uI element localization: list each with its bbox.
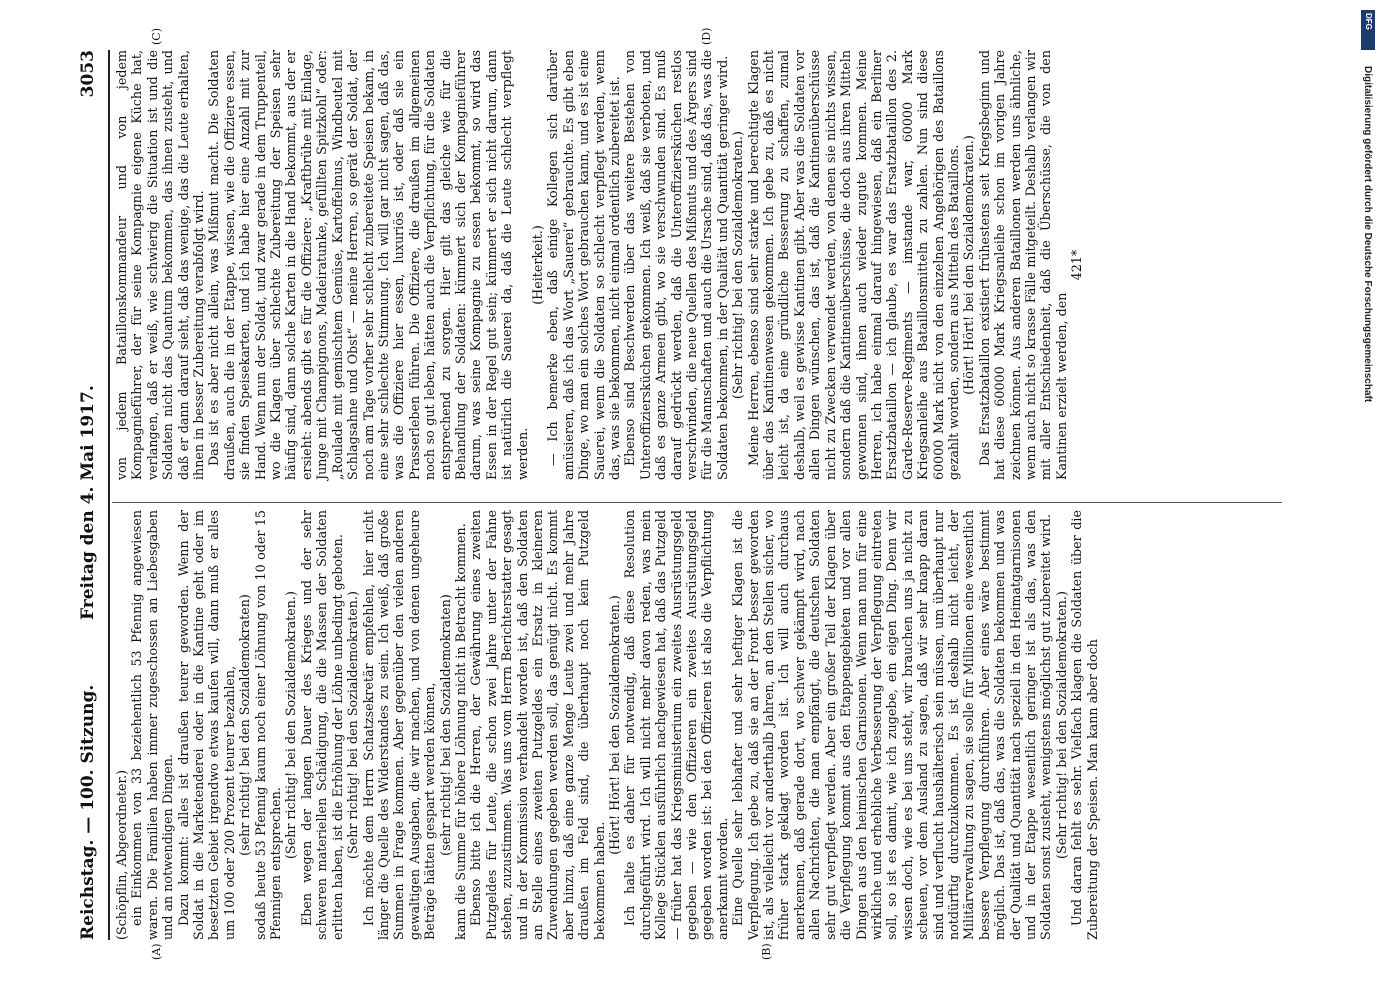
paragraph: — Ich bemerke eben, daß einige Kollegen sich darüber amüsieren, daß ich das Wort „Sauerei“ gebrauchte. Es gibt eben Dinge, wo man ein solches Wort gebrauchen kann, und es ist eine Sauerei, wenn die Soldaten so schlecht verpflegt werden, wenn das, was sie bekommen, nicht einmal ordentlich zubereitet ist. <box>545 50 622 480</box>
interjection: 421* <box>1069 249 1085 281</box>
paragraph: (Schöpflin, Abgeordneter.) <box>114 769 129 940</box>
paragraph: Ich halte es daher für notwendig, daß diese Resolution durchgeführt wird. Ich will nicht mehr davon reden, was mein Kollege Stücklen ausführlich nachgewiesen hat, daß das Putzgeld — früher hat das Kriegsministerium ein zweites Ausrüstungsgeld gegeben — wie den Offizieren ein zweites Ausrüstungsgeld gegeben worden ist: bei den Offizieren ist also die Verpflichtung anerkannt worden. <box>622 510 730 940</box>
interjection: (Sehr richtig! bei den Sozialdemokraten.) <box>345 591 361 859</box>
paragraph: ein Einkommen von 33 beziehentlich 53 Pfennig angewiesen waren. Die Familien haben immer zugeschossen an Liebesgaben und an notwendigen Dingen. <box>129 510 176 940</box>
paragraph: Eben wegen der langen Dauer des Krieges und der sehr schweren materiellen Schädigung, die die Massen der Soldaten erlitten haben, ist die Erhöhung der Löhne unbedingt geboten. <box>298 510 345 940</box>
margin-marker-a: (A) <box>150 943 163 960</box>
margin-marker-c: (C) <box>150 28 163 45</box>
column-divider <box>112 502 1282 503</box>
paragraph: Ich möchte dem Herrn Schatzsekretär empfehlen, hier nicht länger die Quelle des Widerstandes zu sein. Ich weiß, daß große Summen in Frage kommen. Aber gegenüber den vielen anderen gewaltigen Ausgaben, die wir machen, und von denen ungeheure Beträge hätten gespart werden können, <box>360 510 438 940</box>
paragraph: sodaß heute 53 Pfennig kaum noch einer Löhnung von 10 oder 15 Pfennigen entsprechen. <box>252 510 284 940</box>
paragraph: kann die Summe für höhere Löhnung nicht in Betracht kommen. <box>452 523 468 940</box>
paragraph: Dazu kommt: alles ist draußen teurer geworden. Wenn der Soldat in die Marketenderei oder in die Kantine geht oder im besetzten Gebiet irgendwo etwas kaufen will, dann muß er alles um 100 oder 200 Prozent teurer bezahlen, <box>175 510 237 940</box>
margin-marker-d: (D) <box>700 27 713 45</box>
left-text-column <box>114 510 1100 940</box>
interjection: (sehr richtig! bei den Sozialdemokraten) <box>237 594 253 856</box>
paragraph: von jedem Bataillonskommandeur und von jedem Kompagnieführer, der für seine Kompagnie eigene Küche hat, verlangen, daß er weiß, wie schwierig die Situation ist und die Soldaten nicht das Quantum bekommen, das ihnen zusteht, und daß er dann darauf sieht, daß das wenige, das die Leute erhalten, ihnen in besser Zubereitung verabfolgt wird. <box>114 50 207 480</box>
paragraph: Und daran fehlt es sehr. Vielfach klagen die Soldaten über die Zubereitung der Speisen. Man kann aber doch <box>1069 510 1100 940</box>
interjection: (sehr richtig! bei den Sozialdemokraten) <box>437 594 453 856</box>
digitization-stamp <box>1361 10 1377 1000</box>
margin-marker-b: (B) <box>760 943 773 960</box>
interjection: (Heiterkeit.) <box>529 225 545 305</box>
interjection: (Hört! Hört! bei den Sozialdemokraten.) <box>607 595 622 855</box>
paragraph: Meine Herren, ebenso sind sehr starke und berechtigte Klagen über das Kantinenwesen gekommen. Ich gebe zu, daß es nicht leicht ist, da eine gründliche Besserung zu schaffen, zumal deshalb, weil es gewisse Kantinen gibt. Aber was die Soldaten vor allen Dingen wünschen, das ist, daß die Kantinenüberschüsse nicht zu Zwecken verwendet werden, von denen sie nichts wissen, sondern daß die Kantinenüberschüsse, die doch aus ihren Mitteln gewonnen sind, ihnen auch wieder zugute kommen. Meine Herren, ich habe einmal darauf hingewiesen, daß ein Berliner Ersatzbataillon — ich glaube, es war das Ersatzbataillon des 2. Garde-Reserve-Regiments — imstande war, 60000 Mark Kriegsanleihe aus Bataillonsmitteln zu zahlen. Nun sind diese 60000 Mark nicht von den einzelnen Angehörigen des Bataillons gezahlt worden, sondern aus Mitteln des Bataillons. <box>745 50 961 480</box>
paragraph: Eine Quelle sehr lebhafter und sehr heftiger Klagen ist die Verpflegung. Ich gebe zu, daß sie an der Front besser geworden ist, als vielleicht vor anderthalb Jahren, an den Stellen sicher, wo früher stark geklagt worden ist. Ich will auch durchaus anerkennen, daß gerade dort, wo schwer gekämpft wird, nach allen Nachrichten, die man empfängt, die deutschen Soldaten sehr gut verpflegt werden. Aber ein großer Teil der Klagen über die Verpflegung kommt aus den Etappengebieten und vor allen Dingen aus den heimischen Garnisonen. Wenn man nun für eine wirkliche und erhebliche Verbesserung der Verpflegung eintreten soll, so ist es damit, wie ich zugebe, ein eigen Ding. Denn wir wissen doch, wie es bei uns steht, wir brauchen uns ja nicht zu scheuen, vor dem Ausland zu sagen, daß wir sehr knapp daran sind und verflucht haushälterisch sein müssen, um überhaupt nur notdürftig durchzukommen. Es ist deshalb nicht leicht, der Militärverwaltung zu sagen, sie solle für Millionen eine wesentlich bessere Verpflegung durchführen. Aber eines wäre bestimmt möglich. Das ist, daß das, was die Soldaten bekommen und was der Qualität und Quantität nach speziell in den Heimatgarnisonen und in der Etappe wesentlich geringer ist als das, was den Soldaten sonst zusteht, wenigstens möglichst gut zubereitet wird. <box>730 510 1054 940</box>
header-page-number: 3053 <box>78 50 98 98</box>
interjection: (Sehr richtig! bei den Sozialdemokraten.) <box>283 591 299 859</box>
paragraph: Ebenso sind Beschwerden über das weitere Bestehen von Unteroffiziersküchen gekommen. Ich weiß, daß sie verboten, und daß es ganze Armeen gibt, wo sie verschwunden sind. Es muß darauf gedrückt werden, daß die Unteroffiziersküchen restlos verschwinden, die neue Quellen des Mißmuts und des Ärgers sind für die Mannschaften und auch die Ursache sind, daß das, was die Soldaten bekommen, in der Qualität und Quantität geringer wird. <box>622 50 730 480</box>
interjection: (Hört! Hört! bei den Sozialdemokraten.) <box>961 135 977 395</box>
interjection: (Sehr richtig! bei den Sozialdemokraten.) <box>1053 591 1069 859</box>
interjection: (Sehr richtig! bei den Sozialdemokraten.) <box>730 131 746 399</box>
header-session: Reichstag. — 100. Sitzung. <box>78 684 98 940</box>
right-text-column <box>114 50 1085 480</box>
dfg-logo: DFG <box>1361 10 1375 50</box>
paragraph: Ebenso bitte ich die Herren, der Gewährung eines zweiten Putzgeldes für Leute, die schon zwei Jahre unter der Fahne stehen, zuzustimmen. Was uns vom Herrn Berichterstatter gesagt und in der Kommission verhandelt worden ist, daß den Soldaten an Stelle eines zweiten Putzgeldes ein Ersatz in kleineren Zuwendungen gegeben werden soll, das genügt nicht. Es kommt aber hinzu, daß eine ganze Menge Leute zwei und mehr Jahre draußen im Feld sind, die überhaupt noch kein Putzgeld bekommen haben. <box>468 510 607 940</box>
header-date: Freitag den 4. Mai 1917. <box>78 385 98 620</box>
digitization-credit: Digitalisierung gefördert durch die Deutsche Forschungsgemeinschaft <box>1362 66 1373 403</box>
paragraph: Das ist es aber nicht allein, was Mißmut macht. Die Soldaten draußen, auch die in der Etappe, wissen, wie die Offiziere essen, sie finden Speisekarten, und ich habe hier eine Anzahl mit zur Hand. Wenn nun der Soldat, und zwar gerade in dem Truppenteil, wo die Klagen über schlechte Zubereitung der Speisen sehr häufig sind, dann solche Karten in die Hand bekommt, aus der er ersieht: abends gibt es für die Offiziere: „Kraftbrühe mit Einlage, Junge mit Champignons, Madeiratunke, gefüllten Spitzkohl“ oder: „Roulade mit gemischtem Gemüse, Kartoffelmus, Windbeutel mit Schlagsahne und Obst“ — meine Herren, so gerät der Soldat, der noch am Tage vorher sehr schlecht zubereitete Speisen bekam, in eine sehr schlechte Stimmung. Ich will gar nicht sagen, daß das, was die Offiziere hier essen, luxuriös ist, oder daß sie ein Prasserleben führen. Die Offiziere, die draußen im allgemeinen noch so gut leben, hätten auch die Verpflichtung, für die Soldaten entsprechend zu sorgen. Hier gilt das gleiche wie für die Behandlung der Soldaten: kümmert sich der Kompagnieführer darum, was seine Kompagnie zu essen bekommt, so wird das Essen in der Regel gut sein; kümmert er sich nicht darum, dann ist natürlich die Sauerei da, daß die Leute schlecht verpflegt werden. <box>206 50 530 480</box>
page-header <box>78 50 108 940</box>
paragraph: Das Ersatzbataillon existiert frühestens seit Kriegsbeginn und hat diese 60000 Mark Kriegsanleihe schon im vorigen Jahre zeichnen können. Aus anderen Bataillonen werden uns ähnliche, wenn auch nicht so krasse Fälle mitgeteilt. Deshalb verlangen wir mit aller Entschiedenheit, daß die Überschüsse, die von den Kantinen erzielt werden, den <box>976 50 1069 480</box>
header-rule <box>108 50 110 940</box>
